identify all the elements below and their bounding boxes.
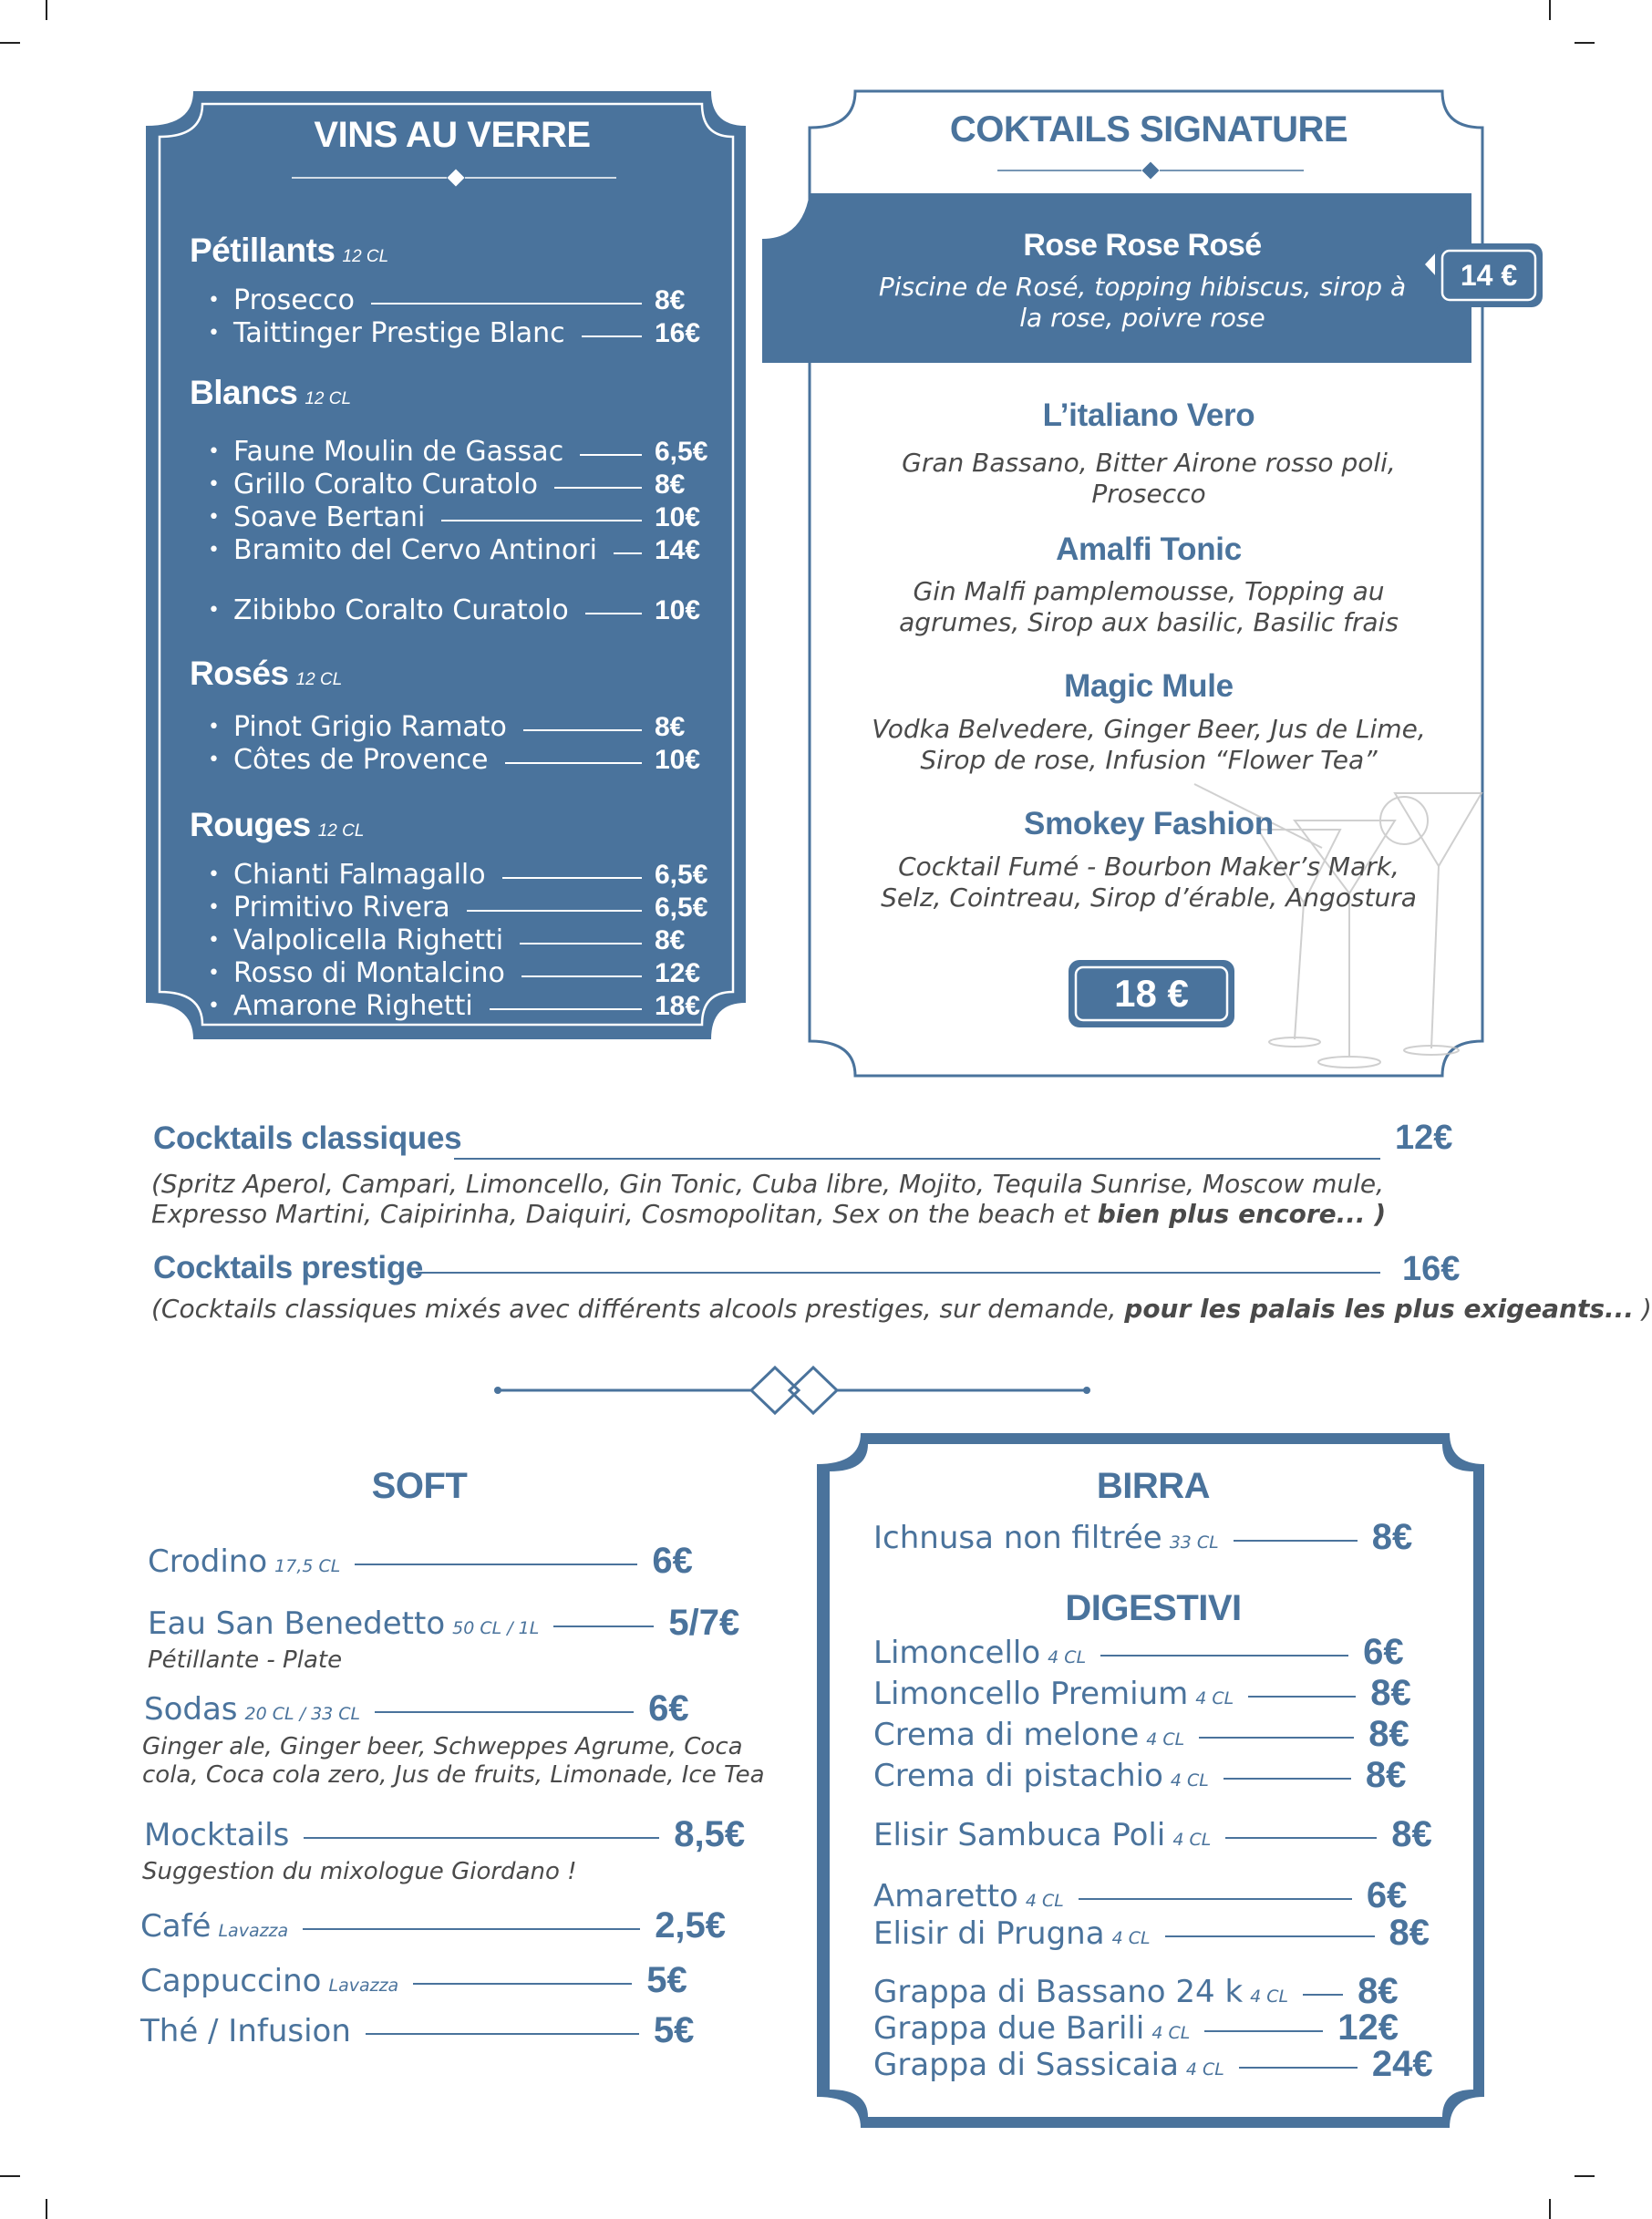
digestivo-item: Crema di melone 4 CL 8€ [873, 1714, 1409, 1754]
cocktail-name: Amalfi Tonic [1056, 532, 1242, 567]
digestivi-title: DIGESTIVI [1065, 1588, 1242, 1628]
wine-item: • Soave Bertani 10€ [208, 501, 701, 533]
digestivo-item: Grappa due Barili 4 CL 12€ [873, 2007, 1399, 2048]
featured-cocktail-desc: Piscine de Rosé, topping hibiscus, sirop à la rose, poivre rose [878, 272, 1407, 333]
wine-item: • Côtes de Provence 10€ [208, 744, 701, 776]
wine-item: • Amarone Righetti 18€ [208, 990, 701, 1022]
cocktail-name: Smokey Fashion [1024, 806, 1274, 841]
soft-item-desc: Suggestion du mixologue Giordano ! [142, 1858, 577, 1885]
digestivo-item: Limoncello 4 CL 6€ [873, 1632, 1404, 1672]
wine-item: • Bramito del Cervo Antinori 14€ [208, 534, 701, 566]
prestige-price: 16€ [1402, 1250, 1461, 1288]
digestivo-item: Crema di pistachio 4 CL 8€ [873, 1755, 1407, 1795]
featured-cocktail-name: Rose Rose Rosé [1023, 228, 1262, 263]
classics-desc: (Spritz Aperol, Campari, Limoncello, Gin Tonic, Cuba libre, Mojito, Tequila Sunrise, Moscow mule, Expresso Martini, Caipirinha, Daiquiri, Cosmopolitan, Sex on the beach et bien plus encore... ) [151, 1169, 1387, 1229]
digestivo-item: Amaretto 4 CL 6€ [873, 1875, 1408, 1915]
digestivo-item: Elisir Sambuca Poli 4 CL 8€ [873, 1814, 1432, 1854]
wine-item: • Taittinger Prestige Blanc 16€ [208, 317, 701, 349]
prestige-title: Cocktails prestige [153, 1250, 424, 1285]
soft-item-desc: Ginger ale, Ginger beer, Schweppes Agrume, Coca cola, Coca cola zero, Jus de fruits, Limonade, Ice Tea [142, 1733, 765, 1789]
cocktail-desc: Gin Malfi pamplemousse, Topping au agrumes, Sirop aux basilic, Basilic frais [899, 576, 1399, 637]
cocktail-name: L’italiano Vero [1042, 397, 1255, 433]
cocktail-desc: Cocktail Fumé - Bourbon Maker’s Mark, Selz, Cointreau, Sirop d’érable, Angostura [881, 851, 1417, 913]
divider-ornament [498, 1368, 1087, 1413]
wine-item: • Grillo Coralto Curatolo 8€ [208, 469, 686, 501]
signature-title-ornament [997, 163, 1304, 179]
soft-title: SOFT [371, 1466, 468, 1506]
prestige-leader-line [416, 1272, 1380, 1274]
birra-title: BIRRA [1096, 1466, 1211, 1506]
birra-item: Ichnusa non filtrée 33 CL 8€ [873, 1517, 1413, 1557]
soft-item: Cappuccino Lavazza 5€ [140, 1960, 687, 2000]
cocktail-desc: Vodka Belvedere, Ginger Beer, Jus de Lime, Sirop de rose, Infusion “Flower Tea” [872, 714, 1426, 775]
wine-item: • Prosecco 8€ [208, 284, 686, 316]
wine-item: • Pinot Grigio Ramato 8€ [208, 711, 686, 743]
classics-title: Cocktails classiques [153, 1120, 462, 1156]
wine-item: • Chianti Falmagallo 6,5€ [208, 859, 708, 891]
wine-item: • Rosso di Montalcino 12€ [208, 957, 701, 989]
soft-item: Eau San Benedetto 50 CL / 1L 5/7€ [148, 1603, 740, 1643]
soft-item: Café Lavazza 2,5€ [140, 1905, 727, 1945]
soft-item: Thé / Infusion 5€ [140, 2010, 695, 2050]
section-petillants: Pétillants 12 CL [190, 232, 389, 269]
cocktail-name: Magic Mule [1064, 668, 1234, 704]
section-rouges: Rouges 12 CL [190, 806, 365, 843]
cocktail-desc: Gran Bassano, Bitter Airone rosso poli, Prosecco [902, 448, 1396, 509]
wine-title: VINS AU VERRE [314, 115, 591, 155]
section-blancs: Blancs 12 CL [190, 374, 352, 411]
digestivo-item: Grappa di Sassicaia 4 CL 24€ [873, 2044, 1433, 2084]
wine-item: • Primitivo Rivera 6,5€ [208, 892, 708, 924]
wine-item: • Faune Moulin de Gassac 6,5€ [208, 436, 708, 468]
digestivo-item: Grappa di Bassano 24 k 4 CL 8€ [873, 1971, 1399, 2011]
classics-price: 12€ [1395, 1119, 1453, 1157]
soft-item-desc: Pétillante - Plate [148, 1646, 343, 1674]
featured-price: 14 € [1460, 259, 1518, 292]
prestige-desc: (Cocktails classiques mixés avec différents alcools prestiges, sur demande, pour les palais les plus exigeants... ) [151, 1294, 1652, 1324]
digestivo-item: Limoncello Premium 4 CL 8€ [873, 1673, 1411, 1713]
soft-item: Mocktails 8,5€ [144, 1814, 746, 1854]
wine-item: • Zibibbo Coralto Curatolo 10€ [208, 594, 701, 626]
signature-title: COKTAILS SIGNATURE [949, 109, 1348, 150]
section-roses: Rosés 12 CL [190, 655, 343, 692]
soft-item: Crodino 17,5 CL 6€ [148, 1541, 693, 1581]
wine-item: • Valpolicella Righetti 8€ [208, 924, 686, 956]
classics-leader-line [454, 1158, 1380, 1160]
digestivo-item: Elisir di Prugna 4 CL 8€ [873, 1913, 1430, 1953]
soft-item: Sodas 20 CL / 33 CL 6€ [144, 1688, 689, 1729]
signature-price: 18 € [1114, 972, 1189, 1015]
